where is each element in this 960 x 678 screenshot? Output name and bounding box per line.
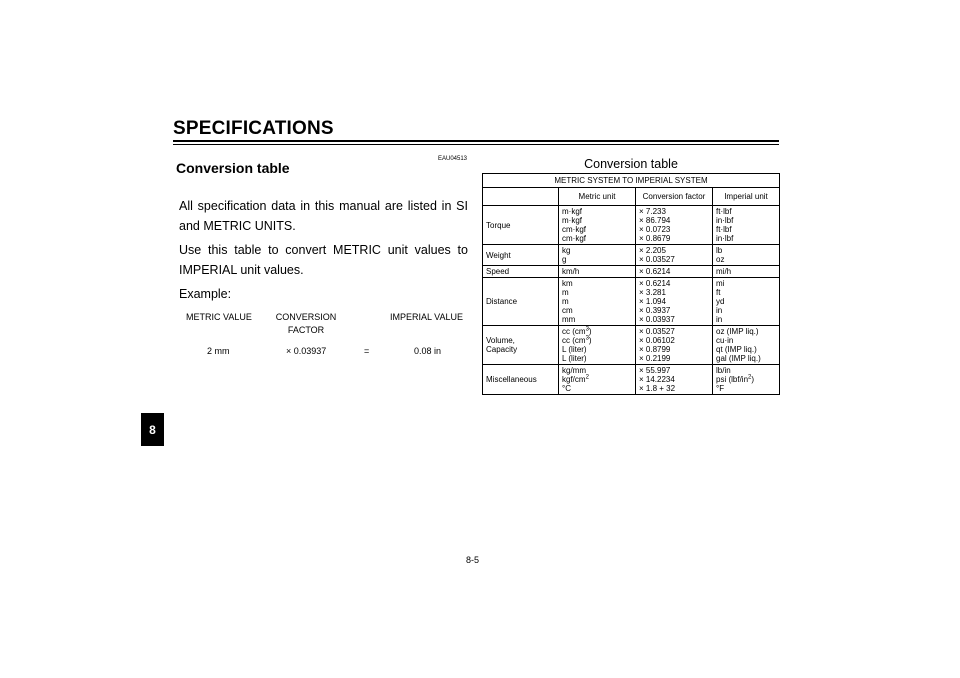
- metric-cell: [559, 245, 636, 266]
- conversion-factor: × 55.997: [639, 366, 671, 375]
- example-imperial-value: 0.08 in: [414, 346, 442, 356]
- imperial-unit: in·lbf: [716, 216, 734, 225]
- metric-cell: [559, 206, 636, 245]
- row-category-line: Capacity: [486, 345, 518, 354]
- conversion-factor: × 0.0723: [639, 225, 671, 234]
- conversion-factor: × 0.2199: [639, 354, 671, 363]
- conversion-factor: × 0.6214: [639, 267, 671, 276]
- metric-unit-close: ): [588, 336, 592, 345]
- row-category: [483, 326, 559, 365]
- intro-paragraph-1: All specification data in this manual are listed in SI and METRIC UNITS.: [179, 199, 468, 233]
- metric-cell: [559, 278, 636, 326]
- imperial-cell: [713, 278, 780, 326]
- header-rule-thin: [173, 144, 779, 145]
- imperial-unit: mi/h: [716, 267, 732, 276]
- metric-unit: kg: [562, 246, 571, 255]
- imperial-unit: mi: [716, 279, 725, 288]
- factor-cell: [636, 206, 713, 245]
- exponent: 3: [585, 326, 589, 333]
- row-category-line: Volume,: [486, 336, 515, 345]
- metric-unit: cm·kgf: [562, 234, 586, 243]
- table-blank-header: [483, 188, 559, 206]
- conversion-factor: × 86.794: [639, 216, 671, 225]
- example-metric-header: METRIC VALUE: [186, 312, 252, 322]
- metric-unit: g: [562, 255, 567, 264]
- imperial-cell: [713, 365, 780, 395]
- row-category: Torque: [483, 206, 559, 245]
- imperial-unit: ft: [716, 288, 721, 297]
- exponent: 3: [585, 335, 589, 342]
- section-title: Conversion table: [176, 160, 290, 176]
- col-imperial-header: Imperial unit: [713, 188, 780, 206]
- table-title: Conversion table: [584, 157, 678, 171]
- conversion-factor: × 2.205: [639, 246, 666, 255]
- imperial-unit: in·lbf: [716, 234, 734, 243]
- imperial-cell: [713, 206, 780, 245]
- imperial-cell: [713, 245, 780, 266]
- header-rule: [173, 140, 779, 142]
- imperial-unit: ft·lbf: [716, 225, 732, 234]
- metric-unit: cm: [562, 306, 573, 315]
- table-row-torque: [483, 206, 780, 245]
- metric-unit: km: [562, 279, 573, 288]
- conversion-factor: × 0.03527: [639, 255, 675, 264]
- exponent: 2: [748, 374, 752, 381]
- table-row-speed: [483, 266, 780, 278]
- example-factor: × 0.03937: [286, 346, 327, 356]
- conversion-table: [482, 173, 780, 395]
- factor-cell: [636, 365, 713, 395]
- metric-unit: [562, 327, 632, 336]
- metric-cell: [559, 365, 636, 395]
- metric-unit: [562, 336, 632, 345]
- metric-unit-base: cc (cm: [562, 336, 586, 345]
- conversion-factor: × 1.094: [639, 297, 666, 306]
- imperial-cell: [713, 326, 780, 365]
- row-category: Miscellaneous: [483, 365, 559, 395]
- metric-unit: m·kgf: [562, 216, 582, 225]
- metric-cell: [559, 326, 636, 365]
- conversion-factor: × 14.2234: [639, 375, 675, 384]
- example-equals: =: [364, 346, 370, 356]
- metric-cell: [559, 266, 636, 278]
- row-category: Distance: [483, 278, 559, 326]
- table-main-header: METRIC SYSTEM TO IMPERIAL SYSTEM: [483, 174, 780, 188]
- row-category: Speed: [483, 266, 559, 278]
- imperial-unit: oz: [716, 255, 725, 264]
- metric-unit: m: [562, 288, 569, 297]
- imperial-unit: cu·in: [716, 336, 734, 345]
- metric-unit: °C: [562, 384, 571, 393]
- table-row-distance: [483, 278, 780, 326]
- metric-unit: kg/mm: [562, 366, 586, 375]
- conversion-factor: × 0.8679: [639, 234, 671, 243]
- conversion-factor: × 0.03937: [639, 315, 675, 324]
- col-metric-header: Metric unit: [559, 188, 636, 206]
- table-row-weight: [483, 245, 780, 266]
- metric-unit-close: ): [588, 327, 592, 336]
- metric-unit: m: [562, 297, 569, 306]
- imperial-unit: ft·lbf: [716, 207, 732, 216]
- metric-unit: cm·kgf: [562, 225, 586, 234]
- example-metric-value: 2 mm: [207, 346, 230, 356]
- example-conversion-header-2: FACTOR: [287, 325, 325, 335]
- row-category: Weight: [483, 245, 559, 266]
- intro-paragraph-2: Use this table to convert METRIC unit values to IMPERIAL unit values.: [179, 243, 468, 277]
- metric-unit: [562, 375, 632, 384]
- imperial-unit: in: [716, 306, 723, 315]
- metric-unit: m·kgf: [562, 207, 582, 216]
- imperial-unit: lb/in: [716, 366, 731, 375]
- conversion-factor: × 1.8 + 32: [639, 384, 676, 393]
- metric-unit: L (liter): [562, 345, 587, 354]
- metric-unit: km/h: [562, 267, 580, 276]
- metric-unit-base: cc (cm: [562, 327, 586, 336]
- factor-cell: [636, 266, 713, 278]
- exponent: 2: [585, 374, 589, 381]
- conversion-factor: × 3.281: [639, 288, 666, 297]
- imperial-unit: oz (IMP liq.): [716, 327, 759, 336]
- header-title: SPECIFICATIONS: [173, 118, 334, 139]
- conversion-factor: × 0.3937: [639, 306, 671, 315]
- chapter-tab: 8: [141, 413, 164, 446]
- section-code: EAU04513: [438, 156, 468, 162]
- imperial-unit: in: [716, 315, 723, 324]
- imperial-cell: [713, 266, 780, 278]
- table-row-volume: [483, 326, 780, 365]
- imperial-unit: [716, 375, 776, 384]
- imperial-unit-close: ): [751, 375, 755, 384]
- page-number: 8-5: [466, 555, 480, 565]
- imperial-unit-base: psi (lbf/in: [716, 375, 749, 384]
- imperial-unit: gal (IMP liq.): [716, 354, 761, 363]
- imperial-unit: qt (IMP liq.): [716, 345, 757, 354]
- col-factor-header: Conversion factor: [636, 188, 713, 206]
- example-imperial-header: IMPERIAL VALUE: [390, 312, 464, 322]
- table-row-miscellaneous: [483, 365, 780, 395]
- conversion-factor: × 7.233: [639, 207, 666, 216]
- conversion-factor: × 0.06102: [639, 336, 675, 345]
- intro-example-label: Example:: [179, 287, 232, 301]
- factor-cell: [636, 326, 713, 365]
- metric-unit: L (liter): [562, 354, 587, 363]
- example-conversion-header: CONVERSION: [275, 312, 337, 322]
- conversion-factor: × 0.6214: [639, 279, 671, 288]
- factor-cell: [636, 278, 713, 326]
- factor-cell: [636, 245, 713, 266]
- imperial-unit: yd: [716, 297, 725, 306]
- metric-unit-base: kgf/cm: [562, 375, 586, 384]
- imperial-unit: lb: [716, 246, 723, 255]
- metric-unit: mm: [562, 315, 576, 324]
- conversion-factor: × 0.03527: [639, 327, 675, 336]
- imperial-unit: °F: [716, 384, 725, 393]
- conversion-factor: × 0.8799: [639, 345, 671, 354]
